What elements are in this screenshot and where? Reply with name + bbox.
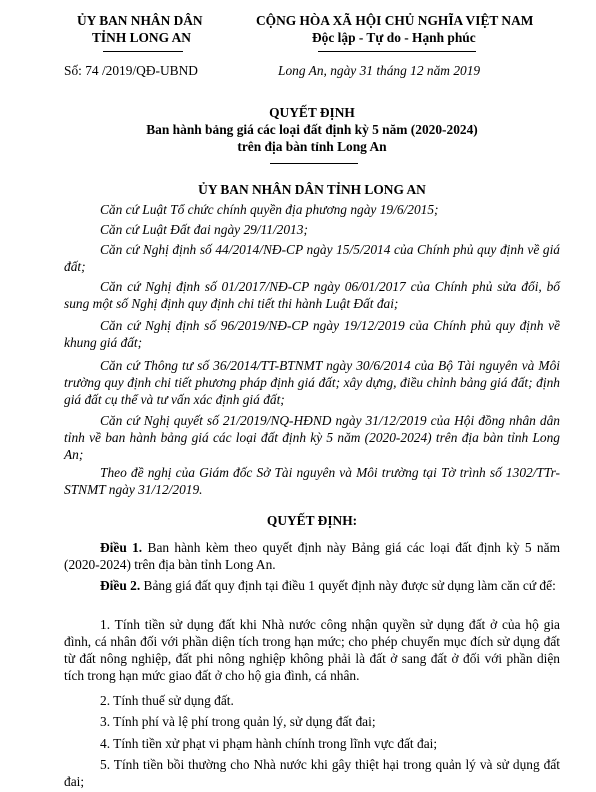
nation-motto: Độc lập - Tự do - Hạnh phúc: [312, 30, 476, 45]
motto-underline: [318, 51, 476, 52]
org-underline: [103, 51, 183, 52]
issuing-org-line2: TỈNH LONG AN: [92, 30, 191, 45]
document-heading: QUYẾT ĐỊNH: [269, 105, 355, 120]
list-item: 3. Tính phí và lệ phí trong quản lý, sử dụng đất đai;: [100, 714, 376, 729]
preamble-item: Căn cứ Nghị quyết số 21/2019/NQ-HĐND ngày 31/12/2019 của Hội đồng nhân dân tỉnh về ban hành bảng giá các loại đất định kỳ 5 năm (2020-2024) trên địa bàn tỉnh Long An;: [64, 413, 560, 462]
document-subtitle-line2: trên địa bàn tỉnh Long An: [237, 139, 387, 154]
preamble-item: Căn cứ Nghị định số 96/2019/NĐ-CP ngày 19/12/2019 của Chính phủ quy định về khung giá đất;: [64, 318, 560, 350]
preamble-item: Theo đề nghị của Giám đốc Sở Tài nguyên và Môi trường tại Tờ trình số 1302/TTr-STNMT ngày 31/12/2019.: [64, 465, 560, 497]
article-label: Điều 2.: [100, 578, 141, 593]
list-item: 2. Tính thuế sử dụng đất.: [100, 693, 234, 708]
decision-heading: QUYẾT ĐỊNH:: [266, 513, 358, 528]
preamble-item: Căn cứ Nghị định số 01/2017/NĐ-CP ngày 06/01/2017 của Chính phủ sửa đổi, bổ sung một số Nghị định quy định chi tiết thi hành Luật Đất đai;: [64, 279, 560, 311]
preamble-item: Căn cứ Luật Đất đai ngày 29/11/2013;: [100, 222, 308, 237]
title-underline: [270, 163, 358, 164]
document-number: Số: 74 /2019/QĐ-UBND: [64, 63, 198, 78]
preamble-item: Căn cứ Nghị định số 44/2014/NĐ-CP ngày 15/5/2014 của Chính phủ quy định về giá đất;: [64, 242, 560, 274]
document-subtitle-line1: Ban hành bảng giá các loại đất định kỳ 5 năm (2020-2024): [146, 122, 478, 137]
issuing-org-line1: ỦY BAN NHÂN DÂN: [77, 13, 203, 28]
list-item: 4. Tính tiền xử phạt vi phạm hành chính trong lĩnh vực đất đai;: [100, 736, 438, 751]
issuing-authority: ỦY BAN NHÂN DÂN TỈNH LONG AN: [198, 182, 426, 197]
preamble-item: Căn cứ Thông tư số 36/2014/TT-BTNMT ngày 30/6/2014 của Bộ Tài nguyên và Môi trường quy định chi tiết phương pháp định giá đất; xây dựng, điều chỉnh bảng giá đất; định giá đất cụ thể và tư vấn xác định giá đất;: [64, 358, 560, 407]
article-1: Điều 1. Ban hành kèm theo quyết định này Bảng giá các loại đất định kỳ 5 năm (2020-2024) trên địa bàn tỉnh Long An.: [64, 540, 560, 572]
preamble-item: Căn cứ Luật Tổ chức chính quyền địa phương ngày 19/6/2015;: [100, 202, 439, 217]
list-item: 1. Tính tiền sử dụng đất khi Nhà nước công nhận quyền sử dụng đất ở của hộ gia đình, cá nhân đối với phần diện tích trong hạn mức; cho phép chuyển mục đích sử dụng đất từ đất nông nghiệp, đất phi nông nghiệp không phải là đất ở sang đất ở đối với phần diện tích trong hạn mức giao đất ở cho hộ gia đình, cá nhân.: [64, 617, 560, 683]
article-2: Điều 2. Bảng giá đất quy định tại điều 1 quyết định này được sử dụng làm căn cứ để:: [100, 578, 556, 593]
place-date: Long An, ngày 31 tháng 12 năm 2019: [278, 63, 481, 78]
list-item: 5. Tính tiền bồi thường cho Nhà nước khi gây thiệt hại trong quản lý và sử dụng đất đai;: [64, 757, 560, 789]
article-label: Điều 1.: [100, 540, 143, 555]
nation-title: CỘNG HÒA XÃ HỘI CHỦ NGHĨA VIỆT NAM: [256, 13, 534, 28]
